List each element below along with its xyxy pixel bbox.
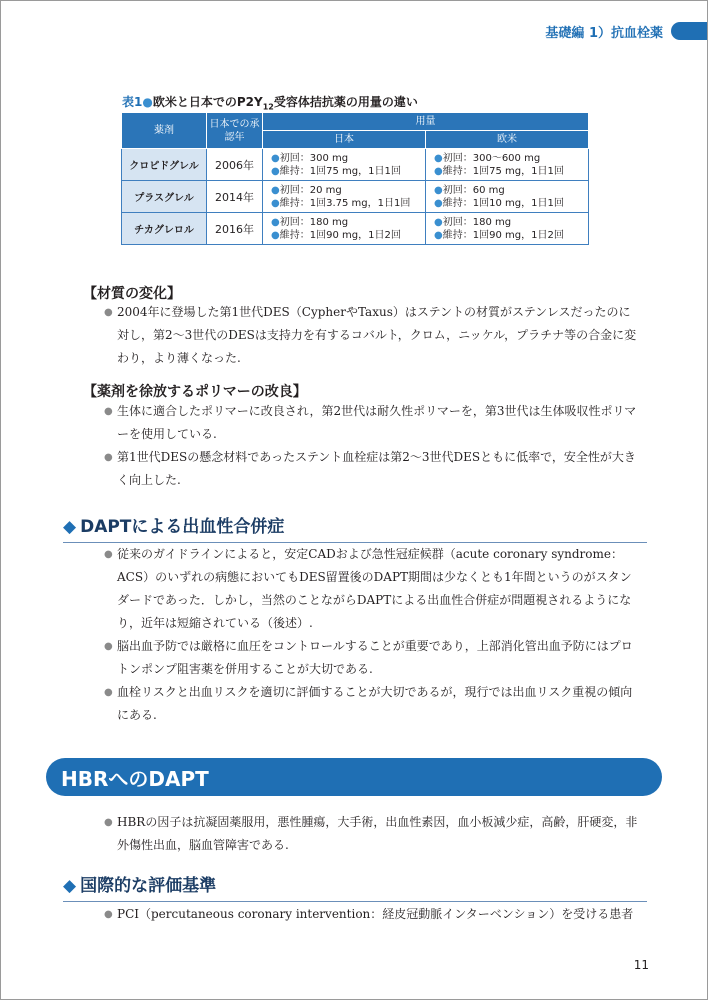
dose-initial: 初回：300 mg xyxy=(279,152,349,164)
heading-dapt xyxy=(63,512,647,543)
paragraph-text: 2004年に登場した第1世代DES（CypherやTaxus）はステントの材質がステンレスだったのに対し，第2～3世代のDESは支持力を有するコバルト，クロム，ニッケル，プラチナ等の合金に変わり，より薄くなった. xyxy=(117,305,637,365)
running-header-text: 基礎編 1）抗血栓薬 xyxy=(545,25,663,41)
list-item xyxy=(104,903,639,926)
list-item xyxy=(104,543,639,635)
table-number: 表1 xyxy=(122,95,143,109)
west-dose xyxy=(426,181,589,213)
table-caption xyxy=(122,93,418,111)
bullet-icon: ● xyxy=(434,165,443,177)
list-item xyxy=(104,635,639,681)
bullet-icon: ● xyxy=(271,197,280,209)
drug-name: チカグレロル xyxy=(122,213,207,245)
bullet-icon: ● xyxy=(434,216,443,228)
list-item xyxy=(104,400,639,446)
bullet-icon: ● xyxy=(104,406,113,417)
running-header xyxy=(545,21,707,41)
header-dose: 用量 xyxy=(263,113,589,131)
header-west: 欧米 xyxy=(426,131,589,149)
header-approval-year: 日本での承認年 xyxy=(207,113,263,149)
header-japan: 日本 xyxy=(263,131,426,149)
paragraph-text: 生体に適合したポリマーに改良され，第2世代は耐久性ポリマーを，第3世代は生体吸収性ポリマーを使用している. xyxy=(117,404,637,441)
heading-criteria-text: 国際的な評価基準 xyxy=(80,876,217,896)
heading-criteria xyxy=(63,871,647,902)
dose-initial: 初回：300～600 mg xyxy=(442,152,541,164)
list-item xyxy=(104,811,639,857)
heading-material: 【材質の変化】 xyxy=(83,286,181,302)
header-drug: 薬剤 xyxy=(122,113,207,149)
paragraph-text: HBRの因子は抗凝固薬服用，悪性腫瘍，大手術，出血性素因，血小板減少症，高齢，肝硬変，非外傷性出血，脳血管障害である. xyxy=(117,815,638,852)
dose-initial: 初回：20 mg xyxy=(279,184,342,196)
dose-maintenance: 維持：1回75 mg，1日1回 xyxy=(279,165,401,177)
bullet-icon: ● xyxy=(434,152,443,164)
page-number: 11 xyxy=(633,958,649,972)
drug-name: クロピドグレル xyxy=(122,149,207,181)
caption-subscript: 12 xyxy=(262,102,274,112)
bullet-icon: ● xyxy=(104,641,113,652)
section-banner-hbr xyxy=(46,758,662,796)
list-item xyxy=(104,446,639,492)
table-row xyxy=(122,213,589,245)
paragraph-text: 血栓リスクと出血リスクを適切に評価することが大切であるが，現行では出血リスク重視の傾向にある. xyxy=(117,685,633,722)
bullet-icon: ● xyxy=(434,197,443,209)
bullet-icon: ● xyxy=(104,549,113,560)
west-dose xyxy=(426,149,589,181)
heading-polymer: 【薬剤を徐放するポリマーの改良】 xyxy=(83,384,307,400)
bullet-icon: ● xyxy=(271,165,280,177)
bullet-icon: ● xyxy=(104,909,113,920)
paragraph-text: 脳出血予防では厳格に血圧をコントロールすることが重要であり，上部消化管出血予防にはプロトンポンプ阻害薬を併用することが大切である. xyxy=(117,639,633,676)
japan-dose xyxy=(263,181,426,213)
caption-dot-icon: ● xyxy=(142,95,153,109)
approval-year: 2016年 xyxy=(207,213,263,245)
bullet-icon: ● xyxy=(434,184,443,196)
diamond-icon: ◆ xyxy=(63,517,77,537)
japan-dose xyxy=(263,213,426,245)
dose-maintenance: 維持：1回3.75 mg，1日1回 xyxy=(279,197,411,209)
bullet-icon: ● xyxy=(104,687,113,698)
approval-year: 2006年 xyxy=(207,149,263,181)
list-item xyxy=(104,681,639,727)
dose-initial: 初回：60 mg xyxy=(442,184,505,196)
dose-maintenance: 維持：1回90 mg，1日2回 xyxy=(442,229,564,241)
dose-maintenance: 維持：1回75 mg，1日1回 xyxy=(442,165,564,177)
dose-initial: 初回：180 mg xyxy=(442,216,512,228)
running-header-tab xyxy=(671,22,707,40)
bullet-icon: ● xyxy=(271,152,280,164)
japan-dose xyxy=(263,149,426,181)
caption-text-post: 受容体拮抗薬の用量の違い xyxy=(273,95,418,109)
dose-maintenance: 維持：1回10 mg，1日1回 xyxy=(442,197,564,209)
dose-initial: 初回：180 mg xyxy=(279,216,349,228)
table-row xyxy=(122,149,589,181)
dose-maintenance: 維持：1回90 mg，1日2回 xyxy=(279,229,401,241)
west-dose xyxy=(426,213,589,245)
paragraph-text: 従来のガイドラインによると，安定CADおよび急性冠症候群（acute coronary syndrome：ACS）のいずれの病態においてもDES留置後のDAPT期間は少なくとも1年間というのがスタンダードであった．しかし，当然のことながらDAPTによる出血性合併症が問題視されるようになり，近年は短縮されている（後述）. xyxy=(117,547,632,630)
bullet-icon: ● xyxy=(271,216,280,228)
diamond-icon: ◆ xyxy=(63,876,77,896)
approval-year: 2014年 xyxy=(207,181,263,213)
heading-dapt-text: DAPTによる出血性合併症 xyxy=(80,517,285,537)
dose-table xyxy=(121,112,589,245)
paragraph-text: PCI（percutaneous coronary intervention：経皮冠動脈インターベンション）を受ける患者 xyxy=(117,907,634,921)
list-item xyxy=(104,301,639,370)
banner-title: HBRへのDAPT xyxy=(61,766,209,791)
bullet-icon: ● xyxy=(271,229,280,241)
bullet-icon: ● xyxy=(104,452,113,463)
bullet-icon: ● xyxy=(271,184,280,196)
bullet-icon: ● xyxy=(434,229,443,241)
drug-name: プラスグレル xyxy=(122,181,207,213)
table-row xyxy=(122,181,589,213)
bullet-icon: ● xyxy=(104,817,113,828)
bullet-icon: ● xyxy=(104,307,113,318)
paragraph-text: 第1世代DESの懸念材料であったステント血栓症は第2～3世代DESともに低率で，安全性が大きく向上した. xyxy=(117,450,636,487)
caption-text-pre: 欧米と日本でのP2Y xyxy=(152,95,263,109)
